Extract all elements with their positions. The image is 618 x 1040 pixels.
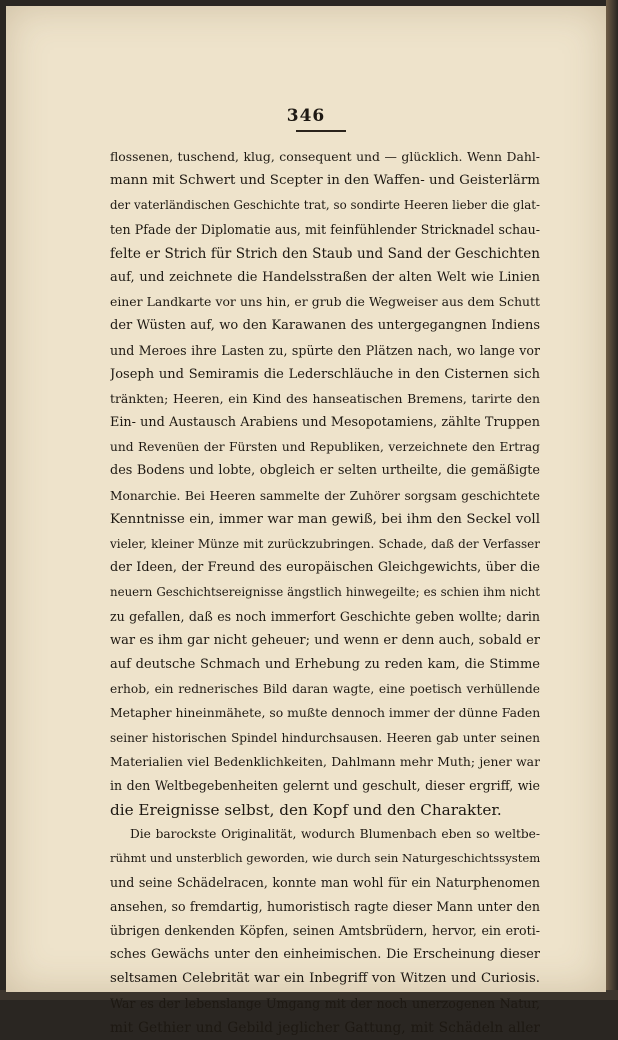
text-line: ten Pfade der Diplomatie aus, mit feinfühlender Stricknadel schau- xyxy=(110,221,540,237)
page-number: 346 xyxy=(286,106,326,126)
text-line: flossenen, tuschend, klug, consequent und — glücklich. Wenn Dahl- xyxy=(110,149,540,164)
text-line: mit Gethier und Gebild jeglicher Gattung, mit Schädeln aller xyxy=(110,1019,540,1036)
text-line: Materialien viel Bedenklichkeiten, Dahlmann mehr Muth; jener war xyxy=(110,753,540,769)
paragraph-end-line: die Ereignisse selbst, den Kopf und den Charakter. xyxy=(110,801,502,820)
text-line: sches Gewächs unter den einheimischen. Die Erscheinung dieser xyxy=(110,947,540,963)
header-rule xyxy=(296,130,346,132)
text-line: erhob, ein rednerisches Bild daran wagte, eine poetisch verhüllende xyxy=(110,682,540,697)
text-line: und Revenüen der Fürsten und Republiken, verzeichnete den Ertrag xyxy=(110,440,540,455)
text-line: der vaterländischen Geschichte trat, so sondirte Heeren lieber die glat- xyxy=(110,198,540,213)
text-line: in den Weltbegebenheiten gelernt und geschult, dieser ergriff, wie xyxy=(110,777,540,793)
text-line: der Ideen, der Freund des europäischen Gleichgewichts, über die xyxy=(110,560,540,576)
text-line: einer Landkarte vor uns hin, er grub die Wegweiser aus dem Schutt xyxy=(110,294,540,310)
text-line: und Meroes ihre Lasten zu, spürte den Plätzen nach, wo lange vor xyxy=(110,342,540,358)
text-line: vieler, kleiner Münze mit zurückzubringen. Schade, daß der Verfasser xyxy=(110,537,540,551)
text-line: Monarchie. Bei Heeren sammelte der Zuhörer sorgsam geschichtete xyxy=(110,488,540,503)
body-text xyxy=(110,145,540,1040)
text-line: auf deutsche Schmach und Erhebung zu reden kam, die Stimme xyxy=(110,656,540,672)
text-line: Metapher hineinmähete, so mußte dennoch immer der dünne Faden xyxy=(110,705,540,721)
text-line: übrigen denkenden Köpfen, seinen Amtsbrüdern, hervor, ein eroti- xyxy=(110,923,540,938)
text-line: auf, und zeichnete die Handelsstraßen der alten Welt wie Linien xyxy=(110,269,540,285)
text-line: rühmt und unsterblich geworden, wie durch sein Naturgeschichtssystem xyxy=(110,851,540,866)
text-line: ansehen, so fremdartig, humoristisch ragte dieser Mann unter den xyxy=(110,898,540,914)
text-line: war es ihm gar nicht geheuer; und wenn er denn auch, sobald er xyxy=(110,632,540,648)
text-line: War es der lebenslange Umgang mit der noch unerzogenen Natur, xyxy=(110,995,540,1011)
text-line: der Wüsten auf, wo den Karawanen des untergegangnen Indiens xyxy=(110,318,540,334)
text-line: des Bodens und lobte, obgleich er selten urtheilte, die gemäßigte xyxy=(110,463,540,479)
text-line: felte er Strich für Strich den Staub und Sand der Geschichten xyxy=(110,245,540,262)
text-line: Ein- und Austausch Arabiens und Mesopotamiens, zählte Truppen xyxy=(110,415,540,431)
text-line: Kenntnisse ein, immer war man gewiß, bei ihm den Seckel voll xyxy=(110,511,540,527)
book-page xyxy=(6,6,606,1036)
text-line: Joseph und Semiramis die Lederschläuche in den Cisternen sich xyxy=(110,366,540,382)
text-line: tränkten; Heeren, ein Kind des hanseatischen Bremens, tarirte den xyxy=(110,390,540,406)
paragraph-start-line: Die barockste Originalität, wodurch Blumenbach eben so weltbe- xyxy=(130,827,540,842)
text-line: mann mit Schwert und Scepter in den Waffen- und Geisterlärm xyxy=(110,173,540,189)
page-edge-shadow xyxy=(606,0,618,1000)
text-line: seltsamen Celebrität war ein Inbegriff von Witzen und Curiosis. xyxy=(110,971,540,987)
text-line: zu gefallen, daß es noch immerfort Geschichte geben wollte; darin xyxy=(110,608,540,624)
text-line: seiner historischen Spindel hindurchsausen. Heeren gab unter seinen xyxy=(110,730,540,745)
text-line: neuern Geschichtsereignisse ängstlich hinwegeilte; es schien ihm nicht xyxy=(110,585,540,600)
text-line: und seine Schädelracen, konnte man wohl für ein Naturphenomen xyxy=(110,874,540,890)
